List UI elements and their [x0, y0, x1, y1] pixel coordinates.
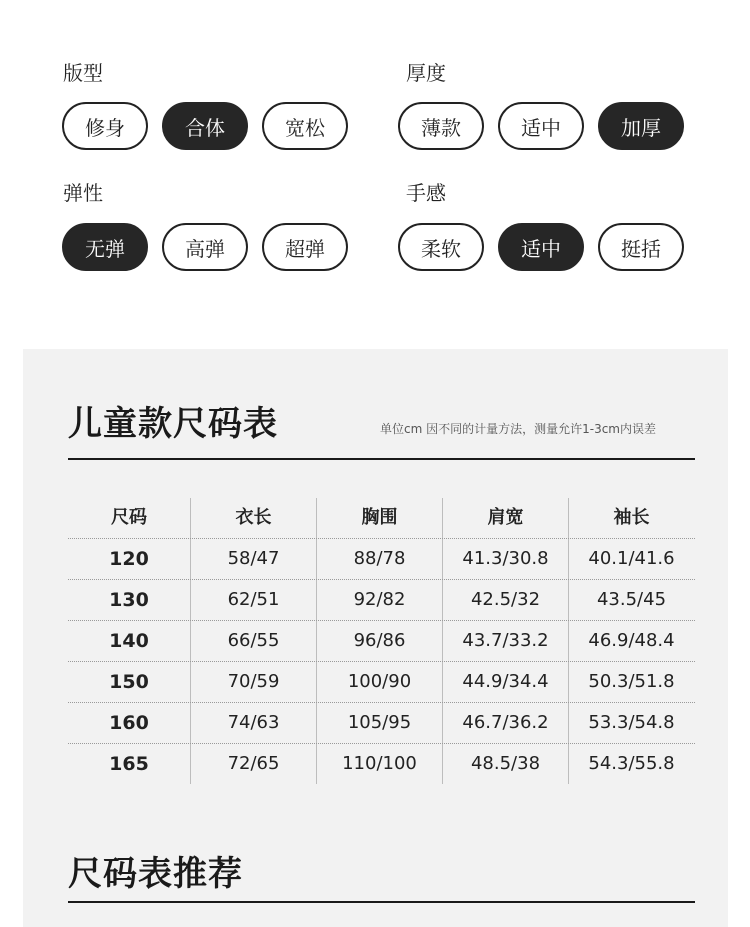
table-row — [68, 621, 695, 662]
fit-label: 版型 — [63, 61, 103, 85]
header-shoulder: 肩宽 — [442, 498, 568, 538]
cell-length: 58/47 — [190, 539, 316, 579]
cell-length: 70/59 — [190, 662, 316, 702]
cell-sleeve: 43.5/45 — [568, 580, 694, 620]
cell-chest: 110/100 — [316, 744, 442, 784]
cell-size: 160 — [109, 712, 149, 734]
cell-sleeve: 50.3/51.8 — [568, 662, 694, 702]
thickness-option-medium[interactable]: 适中 — [498, 102, 584, 150]
cell-sleeve: 54.3/55.8 — [568, 744, 694, 784]
thickness-options — [398, 102, 684, 150]
elasticity-option-high[interactable]: 高弹 — [162, 223, 248, 271]
fit-option-slim[interactable]: 修身 — [62, 102, 148, 150]
cell-length: 74/63 — [190, 703, 316, 743]
feel-option-medium[interactable]: 适中 — [498, 223, 584, 271]
cell-sleeve: 46.9/48.4 — [568, 621, 694, 661]
elasticity-option-super[interactable]: 超弹 — [262, 223, 348, 271]
table-row — [68, 580, 695, 621]
recommend-title: 尺码表推荐 — [68, 854, 243, 894]
elasticity-option-none[interactable]: 无弹 — [62, 223, 148, 271]
cell-shoulder: 48.5/38 — [442, 744, 568, 784]
title-divider — [68, 458, 695, 460]
cell-length: 62/51 — [190, 580, 316, 620]
header-size: 尺码 — [111, 507, 147, 528]
cell-chest: 96/86 — [316, 621, 442, 661]
header-sleeve: 袖长 — [568, 498, 694, 538]
fit-option-regular[interactable]: 合体 — [162, 102, 248, 150]
cell-length: 72/65 — [190, 744, 316, 784]
feel-options — [398, 223, 684, 271]
cell-shoulder: 41.3/30.8 — [442, 539, 568, 579]
size-table — [68, 498, 695, 784]
cell-chest: 92/82 — [316, 580, 442, 620]
table-row — [68, 662, 695, 703]
thickness-label: 厚度 — [406, 61, 446, 85]
cell-size: 165 — [109, 753, 149, 775]
cell-shoulder: 42.5/32 — [442, 580, 568, 620]
size-chart-title: 儿童款尺码表 — [68, 404, 278, 444]
header-length: 衣长 — [190, 498, 316, 538]
cell-chest: 88/78 — [316, 539, 442, 579]
feel-option-crisp[interactable]: 挺括 — [598, 223, 684, 271]
cell-size: 150 — [109, 671, 149, 693]
cell-size: 140 — [109, 630, 149, 652]
recommend-divider — [68, 901, 695, 903]
table-header-row — [68, 498, 695, 539]
cell-size: 120 — [109, 548, 149, 570]
table-row — [68, 703, 695, 744]
cell-size: 130 — [109, 589, 149, 611]
measurement-note: 单位cm 因不同的计量方法，测量允许1-3cm内误差 — [380, 422, 656, 436]
feel-option-soft[interactable]: 柔软 — [398, 223, 484, 271]
table-row — [68, 539, 695, 580]
cell-sleeve: 40.1/41.6 — [568, 539, 694, 579]
cell-chest: 100/90 — [316, 662, 442, 702]
cell-shoulder: 46.7/36.2 — [442, 703, 568, 743]
cell-length: 66/55 — [190, 621, 316, 661]
fit-options — [62, 102, 348, 150]
elasticity-options — [62, 223, 348, 271]
elasticity-label: 弹性 — [63, 181, 103, 205]
table-row — [68, 744, 695, 784]
cell-chest: 105/95 — [316, 703, 442, 743]
cell-shoulder: 44.9/34.4 — [442, 662, 568, 702]
thickness-option-thin[interactable]: 薄款 — [398, 102, 484, 150]
fit-option-loose[interactable]: 宽松 — [262, 102, 348, 150]
cell-sleeve: 53.3/54.8 — [568, 703, 694, 743]
header-chest: 胸围 — [316, 498, 442, 538]
feel-label: 手感 — [406, 181, 446, 205]
cell-shoulder: 43.7/33.2 — [442, 621, 568, 661]
thickness-option-thick[interactable]: 加厚 — [598, 102, 684, 150]
